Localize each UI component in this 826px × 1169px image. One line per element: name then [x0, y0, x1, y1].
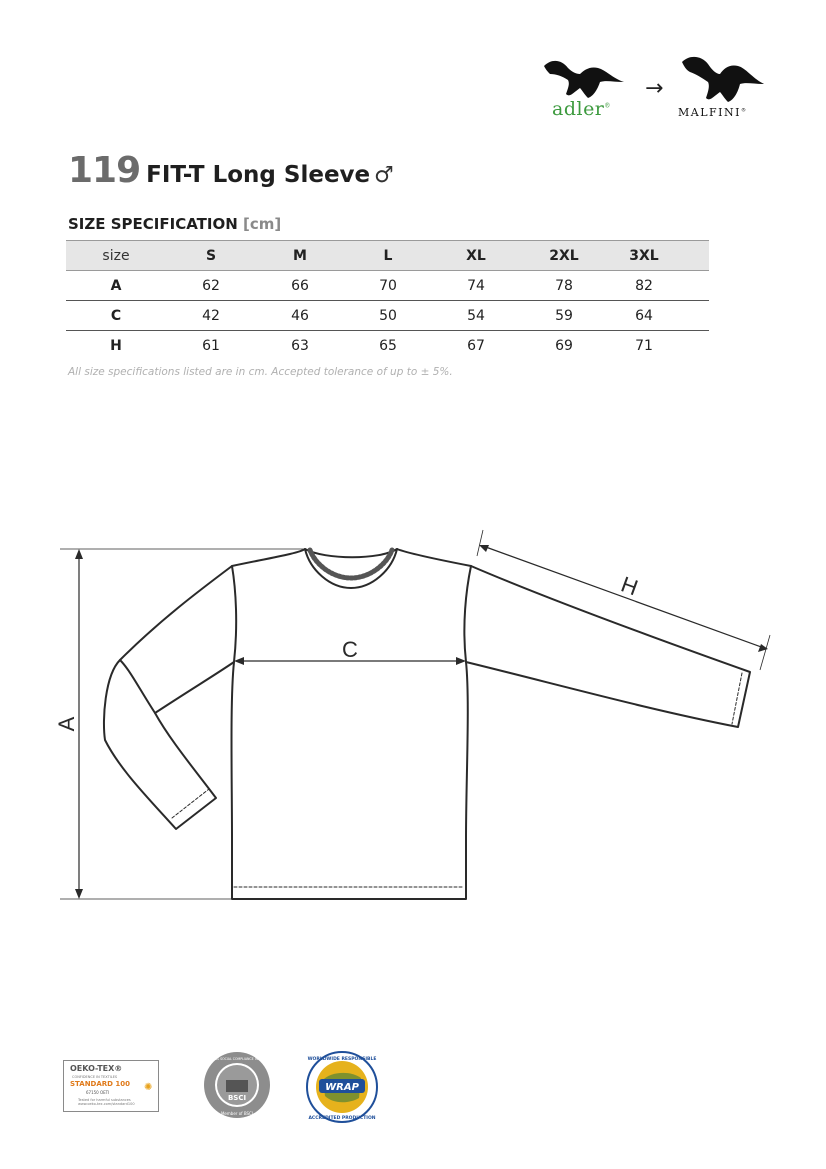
bsci-ring-text: BUSINESS SOCIAL COMPLIANCE INITIATIVE — [203, 1057, 271, 1061]
column-header: S — [166, 241, 256, 271]
table-cell: 54 — [432, 301, 520, 331]
table-row — [66, 301, 709, 331]
product-number: 119 — [68, 150, 141, 191]
table-cell: 69 — [555, 337, 573, 354]
oeko-standard: STANDARD 100 — [70, 1080, 131, 1088]
adler-wordmark: adler® — [552, 98, 611, 120]
malfini-wordmark: MALFINI® — [678, 106, 748, 119]
oeko-small-text: Tested for harmful substances www.oeko-tex.com/standard100 — [78, 1098, 135, 1106]
spec-unit: [cm] — [243, 215, 282, 233]
shirt-body-outline — [232, 549, 472, 899]
table-cell: 74 — [432, 271, 520, 301]
row-label: C — [66, 301, 166, 331]
eagle-icon — [680, 52, 765, 104]
table-row — [66, 331, 709, 361]
oeko-subtitle: CONFIDENCE IN TEXTILES — [72, 1075, 118, 1079]
table-cell: 70 — [344, 271, 432, 301]
certification-logos — [60, 1050, 400, 1130]
table-spacer — [680, 301, 709, 331]
bsci-seal — [202, 1050, 272, 1120]
dimension-label-c: C — [342, 637, 358, 662]
row-label: A — [66, 271, 166, 301]
product-name: FIT-T Long Sleeve — [146, 162, 371, 188]
spec-heading-text: SIZE SPECIFICATION — [68, 215, 238, 233]
wrap-seal — [305, 1050, 379, 1124]
dimension-label-a: A — [54, 716, 79, 732]
brand-transition — [540, 50, 780, 130]
oeko-code: 67150 OETI — [86, 1090, 110, 1095]
garment-diagram — [0, 500, 826, 920]
table-cell: 50 — [344, 301, 432, 331]
column-header: 2XL — [520, 241, 608, 271]
right-sleeve-outline — [466, 566, 750, 727]
oeko-tex-label — [63, 1060, 159, 1112]
table-row — [66, 271, 709, 301]
table-cell: 46 — [256, 301, 344, 331]
bsci-text: BSCI — [227, 1094, 247, 1102]
table-cell: 78 — [520, 271, 608, 301]
size-table — [66, 240, 709, 360]
table-spacer — [680, 241, 709, 271]
wrap-bottom-text: ACCREDITED PRODUCTION — [308, 1116, 376, 1121]
eagle-icon — [542, 52, 627, 100]
column-header: 3XL — [608, 241, 680, 271]
bsci-member-text: Member of BSCI — [220, 1111, 254, 1116]
table-cell: 67 — [467, 337, 485, 354]
column-header: XL — [432, 241, 520, 271]
table-cell: 62 — [166, 271, 256, 301]
column-header: size — [66, 241, 166, 271]
table-cell: 64 — [608, 301, 680, 331]
malfini-logo — [675, 50, 775, 125]
table-header-row — [66, 241, 709, 271]
table-spacer — [680, 331, 709, 361]
column-header: M — [256, 241, 344, 271]
adler-logo — [540, 50, 635, 125]
dimension-label-h: H — [617, 571, 642, 601]
spec-heading — [68, 215, 281, 233]
oeko-title: OEKO-TEX® — [70, 1064, 123, 1073]
table-cell: 61 — [202, 337, 220, 354]
table-cell: 42 — [166, 301, 256, 331]
table-cell: 71 — [635, 337, 653, 354]
column-header: L — [344, 241, 432, 271]
table-spacer — [680, 271, 709, 301]
table-cell: 59 — [520, 301, 608, 331]
table-cell: 63 — [291, 337, 309, 354]
left-sleeve-outline — [104, 566, 234, 829]
wrap-text: WRAP — [325, 1082, 359, 1093]
page-title — [68, 150, 394, 194]
arrow-right-icon: → — [645, 76, 664, 101]
tolerance-note: All size specifications listed are in cm. Accepted tolerance of up to ± 5%. — [68, 366, 453, 378]
male-icon: ♂ — [374, 163, 394, 188]
wrap-top-text: WORLDWIDE RESPONSIBLE — [307, 1057, 377, 1062]
table-cell: 82 — [608, 271, 680, 301]
sun-icon: ✺ — [144, 1082, 153, 1093]
table-cell: 65 — [379, 337, 397, 354]
row-label: H — [110, 337, 122, 354]
table-cell: 66 — [256, 271, 344, 301]
